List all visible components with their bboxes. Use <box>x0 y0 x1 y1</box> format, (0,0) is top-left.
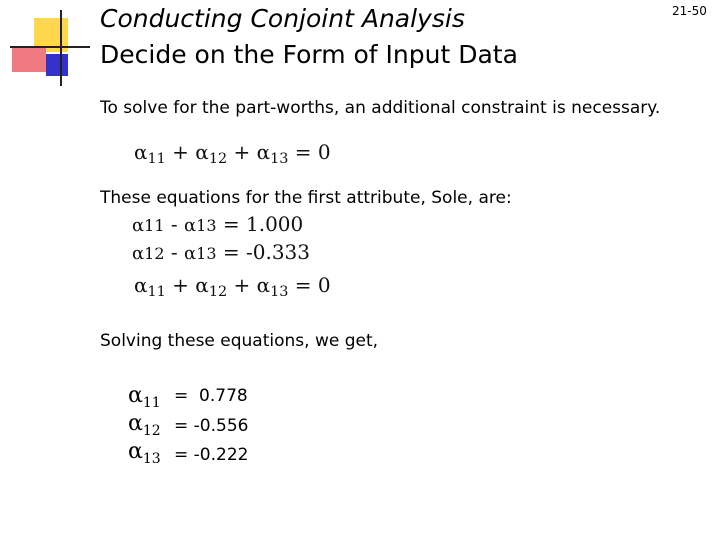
constraint-equation: $\alpha_{11} + \alpha_{12} + \alpha_{13} = 0$ <box>134 140 331 168</box>
logo-vertical-line <box>60 10 62 86</box>
result-row <box>128 383 161 411</box>
slide-subtitle: Decide on the Form of Input Data <box>100 40 518 69</box>
result-value: = -0.556 <box>174 416 249 436</box>
result-row <box>128 439 161 467</box>
solving-intro-text: Solving these equations, we get, <box>100 331 379 351</box>
equation-line-2: α12 - α13 = -0.333 <box>132 240 311 264</box>
result-symbol: $\alpha_{11}$ <box>128 383 161 411</box>
slide-number: 21-50 <box>672 4 707 18</box>
result-symbol: $\alpha_{13}$ <box>128 439 161 467</box>
logo-blue-block <box>46 54 68 76</box>
constraint-equation-2: $\alpha_{11} + \alpha_{12} + \alpha_{13} = 0$ <box>134 273 331 301</box>
result-row <box>128 411 161 439</box>
logo-red-block <box>12 46 46 72</box>
intro-text: To solve for the part-worths, an additional constraint is necessary. <box>100 98 661 118</box>
result-symbol: $\alpha_{12}$ <box>128 411 161 439</box>
slide-title: Conducting Conjoint Analysis <box>100 4 465 33</box>
result-value: = 0.778 <box>174 386 248 406</box>
logo-horizontal-line <box>10 46 90 48</box>
result-value: = -0.222 <box>174 445 249 465</box>
equations-intro-text: These equations for the first attribute, Sole, are: <box>100 188 512 208</box>
equation-line-1: α11 - α13 = 1.000 <box>132 212 304 236</box>
